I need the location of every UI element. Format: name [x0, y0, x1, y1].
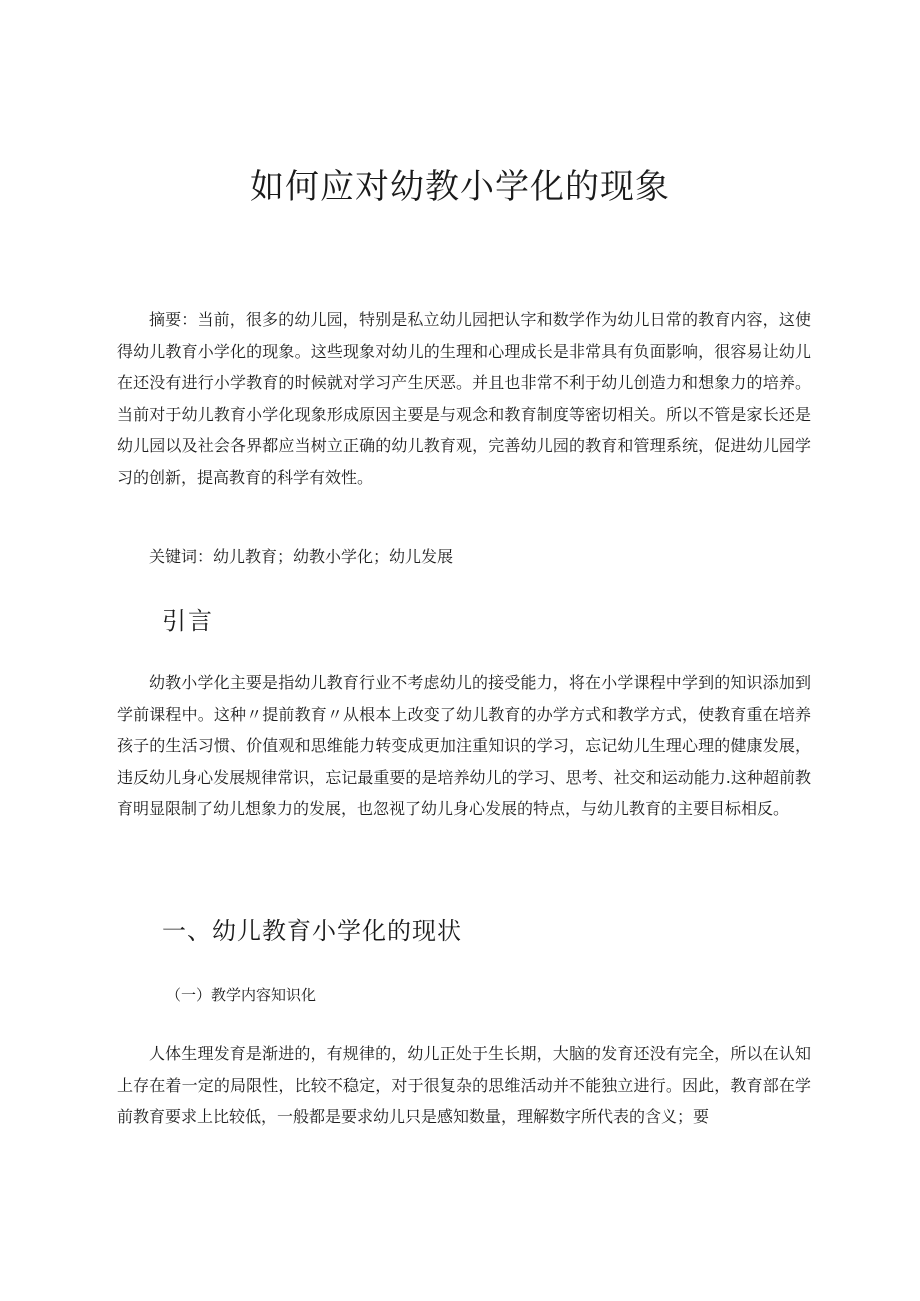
section-1-heading: 一、幼儿教育小学化的现状 [162, 917, 462, 945]
section-1-paragraph: 人体生理发育是渐进的，有规律的，幼儿正处于生长期，大脑的发育还没有完全，所以在认知上存在着一定的局限性，比较不稳定，对于很复杂的思维活动并不能独立进行。因此，教育部在学前教育要求上比较低，一般都是要求幼儿只是感知数量，理解数字所代表的含义；要 [117, 1044, 811, 1126]
abstract-paragraph: 摘要：当前，很多的幼儿园，特别是私立幼儿园把认字和数学作为幼儿日常的教育内容，这使得幼儿教育小学化的现象。这些现象对幼儿的生理和心理成长是非常具有负面影响，很容易让幼儿在还没有进行小学教育的时候就对学习产生厌恶。并且也非常不利于幼儿创造力和想象力的培养。当前对于幼儿教育小学化现象形成原因主要是与观念和教育制度等密切相关。所以不管是家长还是幼儿园以及社会各界都应当树立正确的幼儿教育观，完善幼儿园的教育和管理系统，促进幼儿园学习的创新，提高教育的科学有效性。 [117, 310, 811, 487]
section-1-subheading: （一）教学内容知识化 [166, 986, 317, 1004]
intro-paragraph: 幼教小学化主要是指幼儿教育行业不考虑幼儿的接受能力，将在小学课程中学到的知识添加到学前课程中。这种〃提前教育〃从根本上改变了幼儿教育的办学方式和教学方式，使教育重在培养孩子的生活习惯、价值观和思维能力转变成更加注重知识的学习，忘记幼儿生理心理的健康发展，违反幼儿身心发展规律常识，忘记最重要的是培养幼儿的学习、思考、社交和运动能力.这种超前教育明显限制了幼儿想象力的发展，也忽视了幼儿身心发展的特点，与幼儿教育的主要目标相反。 [117, 673, 811, 818]
intro-heading: 引言 [162, 607, 214, 635]
keywords-line: 关键词：幼儿教育；幼教小学化；幼儿发展 [149, 547, 454, 566]
document-title: 如何应对幼教小学化的现象 [250, 167, 670, 207]
